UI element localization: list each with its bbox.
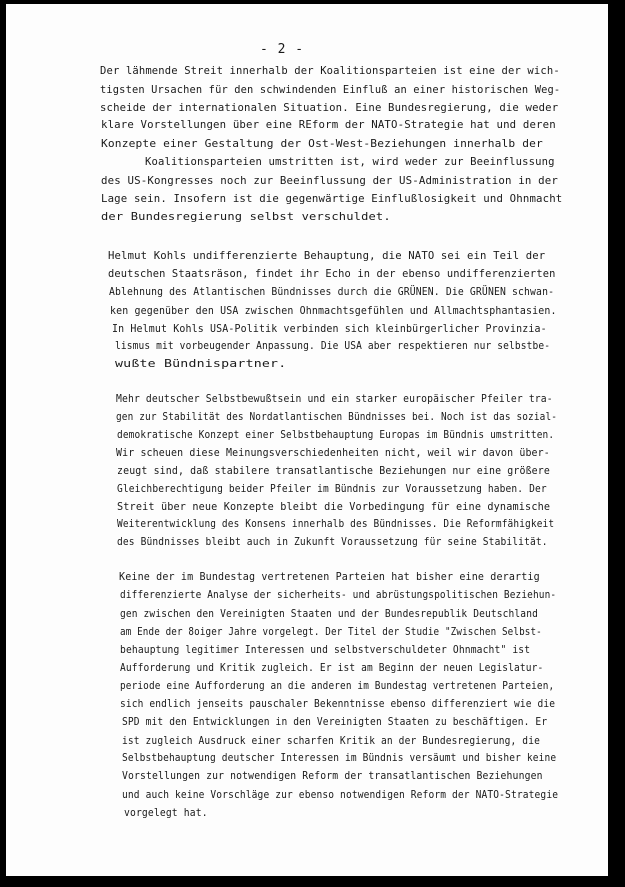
text-line: In Helmut Kohls USA-Politik verbinden sich kleinbürgerlicher Provinzia- <box>112 323 547 335</box>
text-line: Selbstbehauptung deutscher Interessen im Bündnis versäumt und bisher keine <box>122 752 557 764</box>
text-line: am Ende der 8oiger Jahre vorgelegt. Der Titel der Studie "Zwischen Selbst- <box>120 626 542 638</box>
text-line: Keine der im Bundestag vertretenen Parteien hat bisher eine derartig <box>119 571 540 583</box>
text-line: zeugt sind, daß stabilere transatlantische Beziehungen nur eine größere <box>117 465 550 477</box>
text-line: ken gegenüber den USA zwischen Ohnmachtsgefühlen und Allmachtsphantasien. <box>110 305 557 317</box>
text-line: des Bündnisses bleibt auch in Zukunft Voraussetzung für seine Stabilität. <box>117 536 548 548</box>
text-line: lismus mit vorbeugender Anpassung. Die USA aber respektieren nur selbstbe- <box>115 340 551 352</box>
text-line: demokratische Konzept einer Selbstbehauptung Europas im Bündnis umstritten. <box>117 429 555 441</box>
text-line: differenzierte Analyse der sicherheits- und abrüstungspolitischen Beziehun- <box>120 589 557 601</box>
text-line: Vorstellungen zur notwendigen Reform der transatlantischen Beziehungen <box>122 770 543 782</box>
text-line: wußte Bündnispartner. <box>115 358 287 370</box>
text-line: Gleichberechtigung beider Pfeiler im Bündnis zur Voraussetzung haben. Der <box>117 483 547 495</box>
text-line: der Bundesregierung selbst verschuldet. <box>101 211 391 223</box>
text-line: klare Vorstellungen über eine REform der NATO-Strategie hat und deren <box>101 119 556 131</box>
text-line: Helmut Kohls undifferenzierte Behauptung, die NATO sei ein Teil der <box>108 250 546 262</box>
text-line: Wir scheuen diese Meinungsverschiedenheiten nicht, weil wir davon über- <box>116 447 550 459</box>
document-page <box>6 4 608 876</box>
text-line: und auch keine Vorschläge zur ebenso notwendigen Reform der NATO-Strategie <box>122 789 559 801</box>
text-line: behauptung legitimer Interessen und selbstverschuldeter Ohnmacht" ist <box>120 644 531 656</box>
page-number: - 2 - <box>260 42 305 57</box>
text-line: SPD mit den Entwicklungen in den Vereinigten Staaten zu beschäftigen. Er <box>122 716 548 728</box>
text-line: Koalitionsparteien umstritten ist, wird weder zur Beeinflussung <box>145 156 555 168</box>
text-line: Mehr deutscher Selbstbewußtsein und ein starker europäischer Pfeiler tra- <box>116 393 553 405</box>
text-line: des US-Kongresses noch zur Beeinflussung der US-Administration in der <box>101 175 559 187</box>
text-line: sich endlich jenseits pauschaler Bekenntnisse ebenso differenziert wie die <box>120 698 556 710</box>
text-line: periode eine Aufforderung an die anderen im Bundestag vertretenen Parteien, <box>120 680 555 692</box>
text-line: Weiterentwicklung des Konsens innerhalb des Bündnisses. Die Reformfähigkeit <box>117 518 555 530</box>
text-line: Konzepte einer Gestaltung der Ost-West-Beziehungen innerhalb der <box>101 138 543 150</box>
text-line: scheide der internationalen Situation. Eine Bundesregierung, die weder <box>100 102 559 114</box>
text-line: Lage sein. Insofern ist die gegenwärtige Einflußlosigkeit und Ohnmacht <box>101 193 563 205</box>
text-line: tigsten Ursachen für den schwindenden Einfluß an einer historischen Weg- <box>100 84 561 96</box>
text-line: gen zur Stabilität des Nordatlantischen Bündnisses bei. Noch ist das sozial- <box>116 411 558 423</box>
text-line: vorgelegt hat. <box>124 807 208 819</box>
text-line: deutschen Staatsräson, findet ihr Echo in der ebenso undifferenzierten <box>108 268 556 280</box>
text-line: Ablehnung des Atlantischen Bündnisses durch die GRÜNEN. Die GRÜNEN schwan- <box>109 286 555 298</box>
text-line: gen zwischen den Vereinigten Staaten und der Bundesrepublik Deutschland <box>120 608 538 620</box>
document-body <box>6 4 608 876</box>
text-line: Der lähmende Streit innerhalb der Koalitionsparteien ist eine der wich- <box>100 65 560 77</box>
text-line: ist zugleich Ausdruck einer scharfen Kritik an der Bundesregierung, die <box>122 735 540 747</box>
text-line: Aufforderung und Kritik zugleich. Er ist am Beginn der neuen Legislatur- <box>120 662 544 674</box>
text-line: Streit über neue Konzepte bleibt die Vorbedingung für eine dynamische <box>117 501 551 513</box>
